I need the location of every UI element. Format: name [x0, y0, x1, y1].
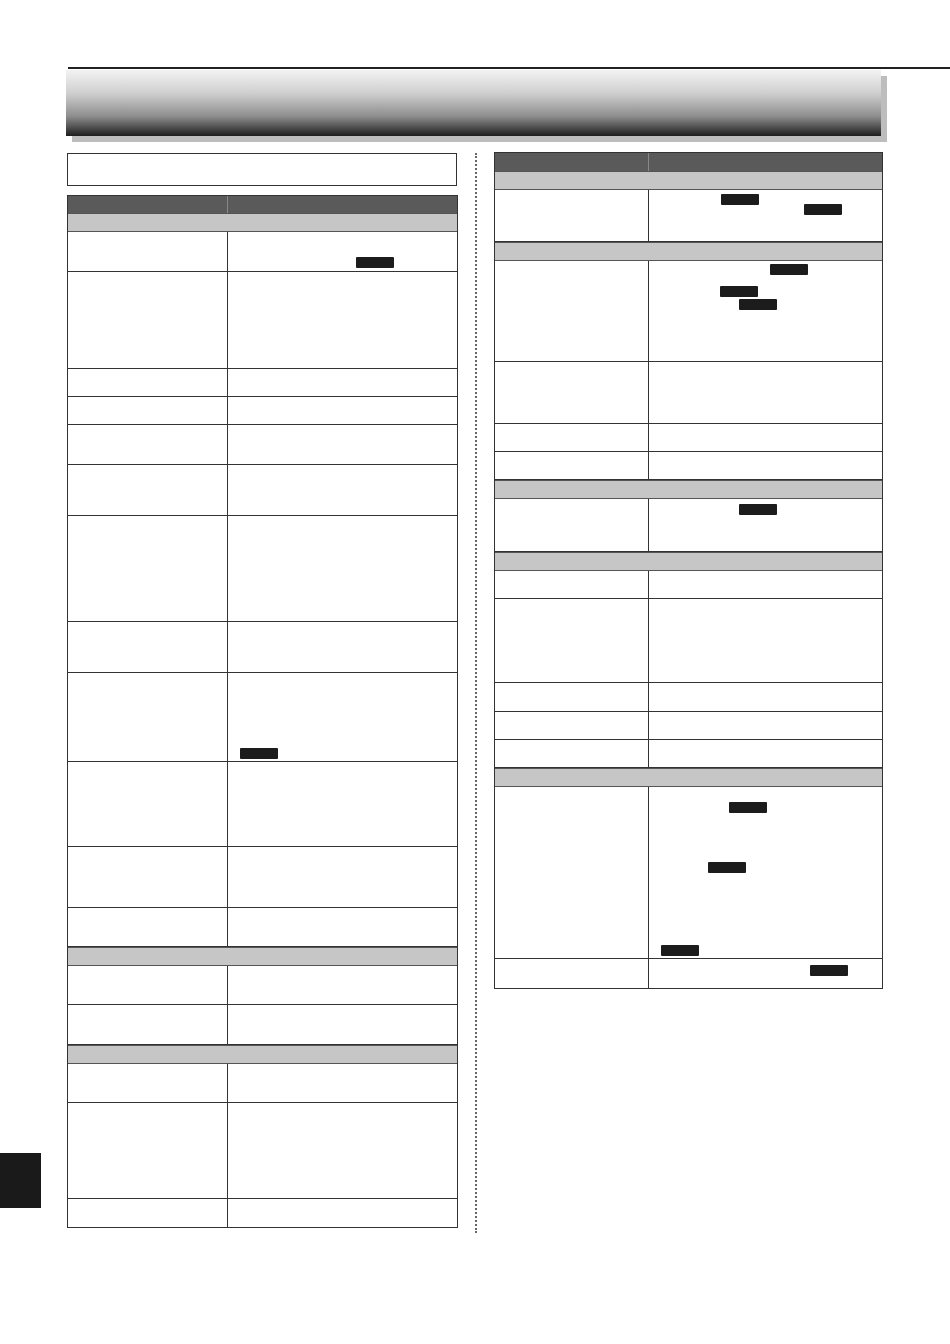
section-row: [495, 480, 882, 499]
mode-badge: [739, 504, 777, 515]
table-row: [68, 232, 457, 272]
table-row: [495, 190, 882, 242]
mode-badge: [240, 748, 278, 759]
table-row: [68, 272, 457, 369]
table-row: [495, 683, 882, 712]
table-row: [68, 762, 457, 847]
table-row: [68, 1064, 457, 1103]
mode-badge: [661, 945, 699, 956]
right-table: [494, 152, 883, 989]
table-row: [68, 908, 457, 947]
page-banner: [66, 70, 881, 136]
mode-badge: [810, 965, 848, 976]
table-row: [68, 673, 457, 762]
section-row: [68, 1045, 457, 1064]
mode-badge: [729, 802, 767, 813]
table-row: [495, 424, 882, 452]
table-row: [495, 261, 882, 362]
table-row: [68, 397, 457, 425]
column-divider: [475, 153, 477, 1233]
side-tab: [0, 1153, 41, 1208]
table-row: [68, 847, 457, 908]
mode-badge: [770, 264, 808, 275]
table-row: [68, 425, 457, 465]
table-header-row: [495, 152, 882, 171]
section-row: [495, 171, 882, 190]
mode-badge: [739, 299, 777, 310]
table-row: [495, 452, 882, 480]
table-row: [495, 599, 882, 683]
table-row: [495, 959, 882, 988]
section-row: [495, 768, 882, 787]
table-row: [495, 740, 882, 768]
mode-badge: [804, 204, 842, 215]
left-table: [67, 195, 458, 1228]
table-row: [68, 622, 457, 673]
table-row: [68, 465, 457, 516]
table-row: [495, 571, 882, 599]
table-header-row: [68, 195, 457, 213]
table-row: [495, 362, 882, 424]
mode-badge: [721, 194, 759, 205]
table-row: [68, 369, 457, 397]
mode-badge: [720, 286, 758, 297]
section-row: [495, 242, 882, 261]
section-row: [495, 552, 882, 571]
section-row: [68, 213, 457, 232]
mode-badge: [356, 257, 394, 268]
table-row: [68, 1199, 457, 1227]
table-row: [68, 516, 457, 622]
mode-badge: [708, 862, 746, 873]
table-row: [495, 712, 882, 740]
table-row: [68, 1005, 457, 1045]
section-row: [68, 947, 457, 966]
table-row: [68, 966, 457, 1005]
table-row: [495, 499, 882, 552]
table-row: [495, 787, 882, 959]
top-rule: [68, 67, 950, 69]
table-row: [68, 1103, 457, 1199]
note-box: [67, 153, 457, 186]
